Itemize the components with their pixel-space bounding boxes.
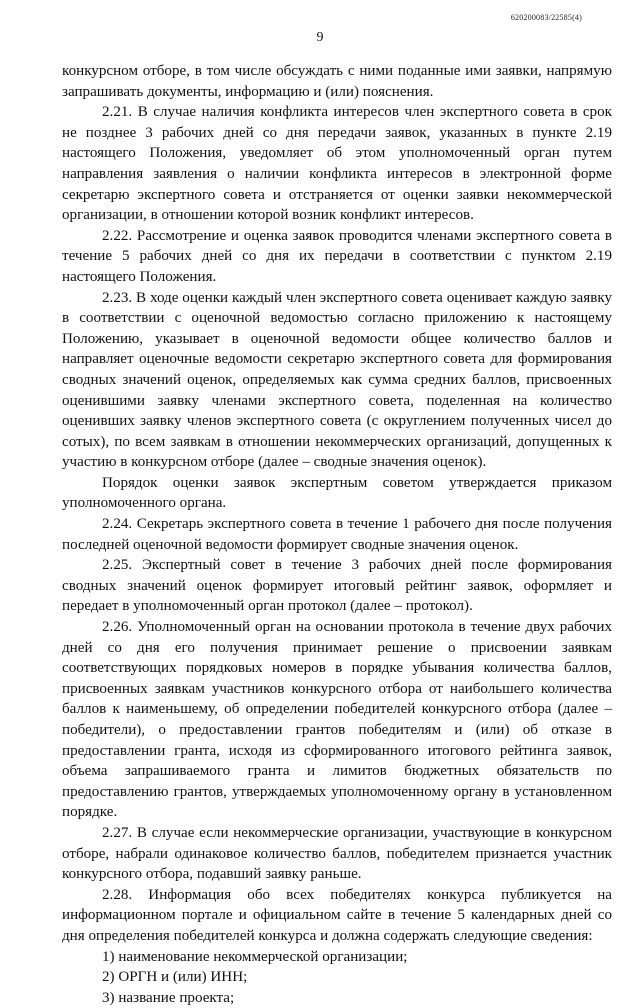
continuation-paragraph: конкурсном отборе, в том числе обсуждать с ними поданные ими заявки, напрямую запрашивать документы, информацию и (или) пояснения.	[62, 63, 612, 100]
paragraph-evaluation-procedure: Порядок оценки заявок экспертным советом утверждается приказом уполномоченного органа.	[62, 474, 612, 512]
paragraph-2-25: 2.25. Экспертный совет в течение 3 рабочих дней после формирования сводных значений оценок формирует итоговый рейтинг заявок, оформляет и передает в уполномоченный орган протокол (далее – протокол).	[62, 557, 612, 615]
paragraph-2-24: 2.24. Секретарь экспертного совета в течение 1 рабочего дня после получения последней оценочной ведомости формирует сводные значения оценок.	[62, 516, 612, 553]
paragraph-2-26: 2.26. Уполномоченный орган на основании протокола в течение двух рабочих дней со дня его получения принимает решение о присвоении заявкам соответствующих порядковых номеров в порядке убывания количества баллов, присвоенных заявкам участников конкурсного отбора от наибольшего количества баллов к наименьшему, об определении победителей конкурсного отбора (далее – победители), о предоставлении грантов победителям и (или) об отказе в предоставлении гранта, исходя из сформированного итогового рейтинга заявок, объема запрашиваемого гранта и лимитов бюджетных обязательств по предоставлению грантов, утверждаемых уполномоченному органу в установленном порядке.	[62, 619, 612, 821]
document-code: 620200083/22585(4)	[510, 13, 582, 22]
paragraph-2-22: 2.22. Рассмотрение и оценка заявок проводится членами экспертного совета в течение 5 рабочих дней со дня их передачи в соответствии с пунктом 2.19 настоящего Положения.	[62, 227, 612, 285]
paragraph-2-21: 2.21. В случае наличия конфликта интересов член экспертного совета в срок не позднее 3 рабочих дней со дня передачи заявок, указанных в пункте 2.19 настоящего Положения, уведомляет об этом уполномоченный орган путем направления заявления о наличии конфликта интересов в электронной форме секретарю экспертного совета и отстраняется от оценки заявки некоммерческой организации, в отношении которой возник конфликт интересов.	[62, 104, 612, 224]
paragraph-2-28: 2.28. Информация обо всех победителях конкурса публикуется на информационном портале и официальном сайте в течение 5 календарных дней со дня определения победителей конкурса и должна содержать следующие сведения:	[62, 886, 612, 944]
list-item-3: 3) название проекта;	[102, 989, 235, 1006]
paragraph-2-23: 2.23. В ходе оценки каждый член экспертного совета оценивает каждую заявку в соответствии с оценочной ведомостью согласно приложению к настоящему Положению, указывает в оценочной ведомости общее количество баллов и направляет оценочные ведомости секретарю экспертного совета для формирования сводных значений оценок, определяемых как сумма средних баллов, присвоенных оценившими заявку членами экспертного совета, поделенная на количество оценивших заявку членов экспертного совета (с округлением полученных чисел до сотых), по всем заявкам в отношении некоммерческих организаций, допущенных к участию в конкурсном отборе (далее – сводные значения оценок).	[62, 289, 612, 471]
document-body	[62, 61, 612, 1008]
list-item-2: 2) ОРГН и (или) ИНН;	[102, 969, 248, 986]
page-number: 9	[316, 30, 324, 45]
paragraph-2-27: 2.27. В случае если некоммерческие организации, участвующие в конкурсном отборе, набрали одинаковое количество баллов, победителем признается участник конкурсного отбора, подавший заявку раньше.	[62, 824, 612, 883]
list-item-1: 1) наименование некоммерческой организации;	[102, 948, 408, 965]
